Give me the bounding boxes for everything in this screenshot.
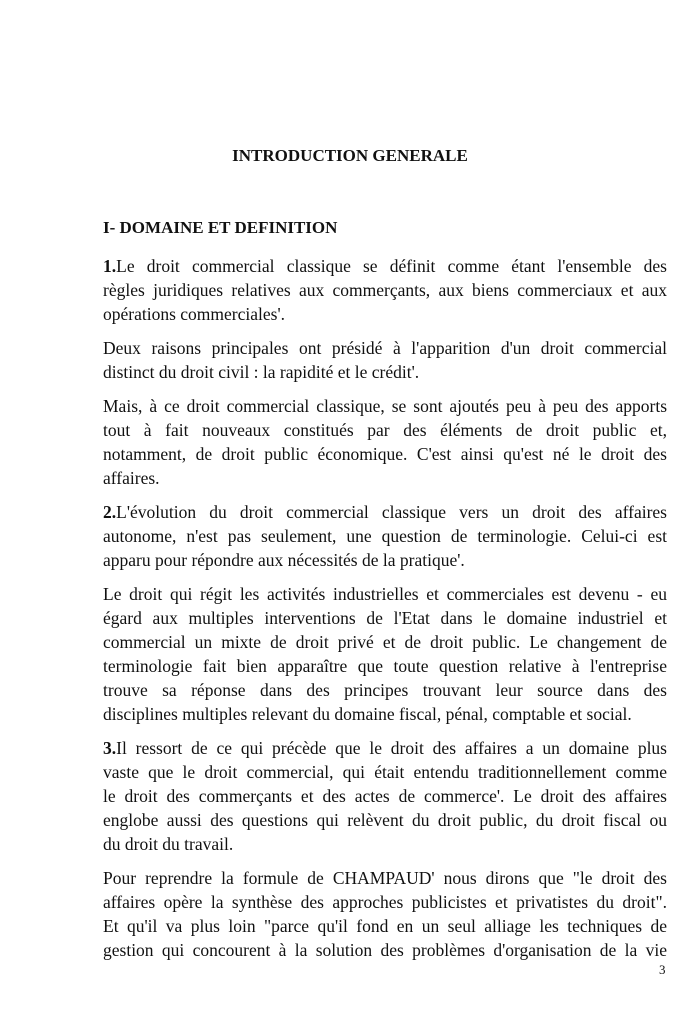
text-line bbox=[103, 278, 667, 302]
line-text: vaste que le droit commercial, qui était entendu traditionnellement comme bbox=[103, 762, 667, 782]
line-text: affaires. bbox=[103, 468, 160, 488]
line-text: Pour reprendre la formule de CHAMPAUD' nous dirons que "le droit des bbox=[103, 868, 667, 888]
text-line bbox=[103, 524, 667, 548]
page-number: 3 bbox=[659, 962, 666, 977]
text-line bbox=[103, 394, 667, 418]
text-line bbox=[103, 736, 667, 760]
line-text: Il ressort de ce qui précède que le droit des affaires a un domaine plus bbox=[116, 738, 667, 758]
line-text: gestion qui concourent à la solution des problèmes d'organisation de la vie bbox=[103, 940, 667, 960]
paragraph bbox=[103, 254, 667, 326]
text-line bbox=[103, 760, 667, 784]
text-line bbox=[103, 678, 667, 702]
line-text: commercial un mixte de droit privé et de droit public. Le changement de bbox=[103, 632, 667, 652]
paragraph bbox=[103, 394, 667, 490]
text-line bbox=[103, 654, 667, 678]
text-line bbox=[103, 500, 667, 524]
text-line bbox=[103, 630, 667, 654]
line-text: règles juridiques relatives aux commerçants, aux biens commerciaux et aux bbox=[103, 280, 667, 300]
line-text: L'évolution du droit commercial classique vers un droit des affaires bbox=[116, 502, 667, 522]
paragraph-number: 3. bbox=[103, 738, 117, 758]
text-line bbox=[103, 582, 667, 606]
line-text: Mais, à ce droit commercial classique, se sont ajoutés peu à peu des apports bbox=[103, 396, 667, 416]
paragraph-number: 1. bbox=[103, 256, 117, 276]
text-line bbox=[103, 302, 667, 326]
text-line bbox=[103, 548, 667, 572]
paragraph bbox=[103, 500, 667, 572]
text-line bbox=[103, 606, 667, 630]
text-line bbox=[103, 784, 667, 808]
line-text: trouve sa réponse dans des principes trouvant leur source dans des bbox=[103, 680, 667, 700]
text-line bbox=[103, 254, 667, 278]
line-text: du droit du travail. bbox=[103, 834, 234, 854]
text-line bbox=[103, 866, 667, 890]
line-text: tout à fait nouveaux constitués par des éléments de droit public et, bbox=[103, 420, 667, 440]
section-heading: I- DOMAINE ET DEFINITION bbox=[103, 218, 338, 237]
line-text: distinct du droit civil : la rapidité et le crédit'. bbox=[103, 362, 420, 382]
line-text: autonome, n'est pas seulement, une question de terminologie. Celui-ci est bbox=[103, 526, 667, 546]
document-body bbox=[103, 254, 667, 972]
text-line bbox=[103, 466, 667, 490]
line-text: Le droit commercial classique se définit comme étant l'ensemble des bbox=[116, 256, 667, 276]
text-line bbox=[103, 418, 667, 442]
text-line bbox=[103, 702, 667, 726]
line-text: égard aux multiples interventions de l'Etat dans le domaine industriel et bbox=[103, 608, 667, 628]
text-line bbox=[103, 914, 667, 938]
line-text: apparu pour répondre aux nécessités de la pratique'. bbox=[103, 550, 465, 570]
paragraph bbox=[103, 582, 667, 726]
line-text: englobe aussi des questions qui relèvent du droit public, du droit fiscal ou bbox=[103, 810, 667, 830]
document-title: INTRODUCTION GENERALE bbox=[232, 146, 468, 165]
line-text: Et qu'il va plus loin "parce qu'il fond en un seul alliage les techniques de bbox=[103, 916, 667, 936]
text-line bbox=[103, 360, 667, 384]
text-line bbox=[103, 832, 667, 856]
text-line bbox=[103, 442, 667, 466]
text-line bbox=[103, 938, 667, 962]
text-line bbox=[103, 890, 667, 914]
line-text: Le droit qui régit les activités industrielles et commerciales est devenu - eu bbox=[103, 584, 667, 604]
line-text: disciplines multiples relevant du domaine fiscal, pénal, comptable et social. bbox=[103, 704, 632, 724]
text-line bbox=[103, 336, 667, 360]
line-text: opérations commerciales'. bbox=[103, 304, 285, 324]
paragraph bbox=[103, 866, 667, 962]
line-text: notamment, de droit public économique. C'est ainsi qu'est né le droit des bbox=[103, 444, 667, 464]
paragraph bbox=[103, 336, 667, 384]
line-text: affaires opère la synthèse des approches publicistes et privatistes du droit". bbox=[103, 892, 667, 912]
line-text: terminologie fait bien apparaître que toute question relative à l'entreprise bbox=[103, 656, 667, 676]
line-text: Deux raisons principales ont présidé à l'apparition d'un droit commercial bbox=[103, 338, 667, 358]
line-text: le droit des commerçants et des actes de commerce'. Le droit des affaires bbox=[103, 786, 667, 806]
paragraph-number: 2. bbox=[103, 502, 117, 522]
text-line bbox=[103, 808, 667, 832]
paragraph bbox=[103, 736, 667, 856]
